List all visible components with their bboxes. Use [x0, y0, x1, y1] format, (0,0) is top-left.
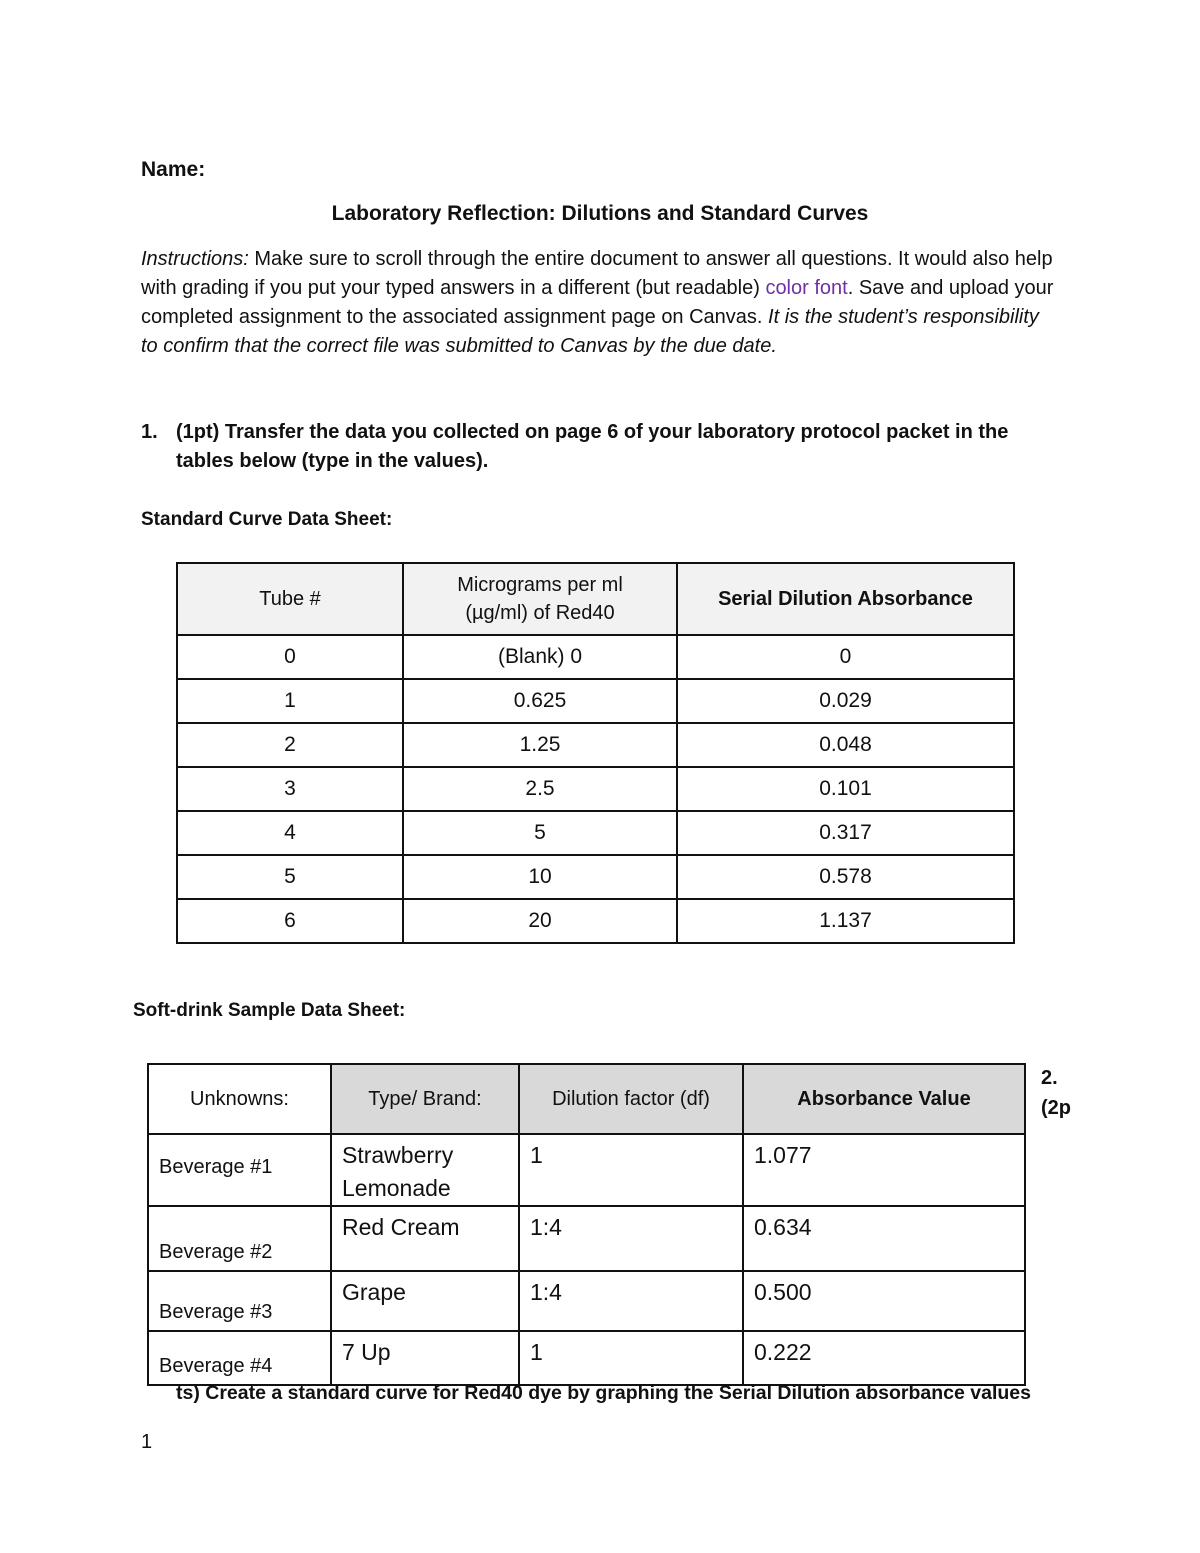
header-unknowns: Unknowns: — [148, 1064, 331, 1134]
table-row — [177, 635, 1014, 679]
unknown-label: Beverage #4 — [148, 1331, 331, 1385]
tube-cell[interactable]: 3 — [177, 767, 403, 811]
absorbance-cell[interactable]: 0 — [677, 635, 1014, 679]
absorbance-value-cell[interactable]: 1.077 — [743, 1134, 1025, 1206]
instructions-text-1: Make sure to scroll through the entire document to answer all questions. It would also help with grading if you put your typed answers in a different (but readable) — [141, 248, 1053, 299]
soft-drink-header-row — [148, 1064, 1025, 1134]
dilution-cell[interactable]: 1 — [519, 1331, 743, 1385]
tube-cell[interactable]: 1 — [177, 679, 403, 723]
table-row — [177, 679, 1014, 723]
table-row — [177, 723, 1014, 767]
concentration-cell[interactable]: 2.5 — [403, 767, 677, 811]
page-number: 1 — [141, 1431, 153, 1453]
question-1-text: (1pt) Transfer the data you collected on page 6 of your laboratory protocol packet in the tables below (type in the values). — [176, 421, 1009, 472]
absorbance-value-cell[interactable]: 0.500 — [743, 1271, 1025, 1331]
table-row — [177, 855, 1014, 899]
tube-cell[interactable]: 0 — [177, 635, 403, 679]
concentration-cell[interactable]: 5 — [403, 811, 677, 855]
unknown-label: Beverage #2 — [148, 1206, 331, 1271]
question-2-fragment: (2p — [1041, 1097, 1071, 1119]
standard-curve-header-row — [177, 563, 1014, 635]
unknown-label: Beverage #3 — [148, 1271, 331, 1331]
question-2-number: 2. — [1041, 1067, 1058, 1089]
soft-drink-heading: Soft-drink Sample Data Sheet: — [133, 1000, 406, 1021]
brand-cell[interactable]: Red Cream — [331, 1206, 519, 1271]
standard-curve-heading: Standard Curve Data Sheet: — [141, 509, 393, 530]
header-micrograms-line2: (µg/ml) of Red40 — [465, 602, 615, 624]
instructions-label: Instructions: — [141, 248, 249, 270]
concentration-cell[interactable]: (Blank) 0 — [403, 635, 677, 679]
absorbance-value-cell[interactable]: 0.222 — [743, 1331, 1025, 1385]
question-2-marker — [1041, 1063, 1071, 1123]
concentration-cell[interactable]: 0.625 — [403, 679, 677, 723]
tube-cell[interactable]: 4 — [177, 811, 403, 855]
table-row — [177, 767, 1014, 811]
color-font-text: color font — [765, 277, 848, 299]
absorbance-cell[interactable]: 0.317 — [677, 811, 1014, 855]
instructions-paragraph — [141, 245, 1061, 361]
header-micrograms-line1: Micrograms per ml — [457, 574, 623, 596]
table-row — [177, 899, 1014, 943]
question-2-text: ts) Create a standard curve for Red40 dye by graphing the Serial Dilution absorbance values — [176, 1382, 1032, 1404]
dilution-cell[interactable]: 1 — [519, 1134, 743, 1206]
brand-cell[interactable]: 7 Up — [331, 1331, 519, 1385]
table-row — [148, 1331, 1025, 1385]
header-micrograms — [403, 563, 677, 635]
header-absorbance: Serial Dilution Absorbance — [677, 563, 1014, 635]
brand-cell[interactable]: Grape — [331, 1271, 519, 1331]
concentration-cell[interactable]: 1.25 — [403, 723, 677, 767]
concentration-cell[interactable]: 20 — [403, 899, 677, 943]
page-title: Laboratory Reflection: Dilutions and Standard Curves — [331, 202, 869, 225]
header-dilution-factor: Dilution factor (df) — [519, 1064, 743, 1134]
tube-cell[interactable]: 2 — [177, 723, 403, 767]
tube-cell[interactable]: 6 — [177, 899, 403, 943]
table-row — [148, 1271, 1025, 1331]
table-row — [177, 811, 1014, 855]
concentration-cell[interactable]: 10 — [403, 855, 677, 899]
standard-curve-table — [176, 562, 1015, 944]
table-row — [148, 1206, 1025, 1271]
tube-cell[interactable]: 5 — [177, 855, 403, 899]
header-tube: Tube # — [177, 563, 403, 635]
soft-drink-table — [147, 1063, 1026, 1386]
brand-cell[interactable]: Strawberry Lemonade — [331, 1134, 519, 1206]
absorbance-cell[interactable]: 0.048 — [677, 723, 1014, 767]
header-absorbance-value: Absorbance Value — [743, 1064, 1025, 1134]
absorbance-cell[interactable]: 0.101 — [677, 767, 1014, 811]
dilution-cell[interactable]: 1:4 — [519, 1206, 743, 1271]
instructions-responsibility: It is the student’s responsibility to confirm that the correct file was submitted to Canvas by the due date. — [141, 306, 1039, 357]
name-label: Name: — [141, 158, 206, 181]
question-1-number: 1. — [141, 421, 158, 443]
absorbance-cell[interactable]: 1.137 — [677, 899, 1014, 943]
absorbance-cell[interactable]: 0.578 — [677, 855, 1014, 899]
absorbance-cell[interactable]: 0.029 — [677, 679, 1014, 723]
header-type-brand: Type/ Brand: — [331, 1064, 519, 1134]
unknown-label: Beverage #1 — [148, 1134, 331, 1206]
table-row — [148, 1134, 1025, 1206]
instructions-text-2: . Save and upload your completed assignment to the associated assignment page on Canvas. — [141, 277, 1054, 328]
dilution-cell[interactable]: 1:4 — [519, 1271, 743, 1331]
absorbance-value-cell[interactable]: 0.634 — [743, 1206, 1025, 1271]
